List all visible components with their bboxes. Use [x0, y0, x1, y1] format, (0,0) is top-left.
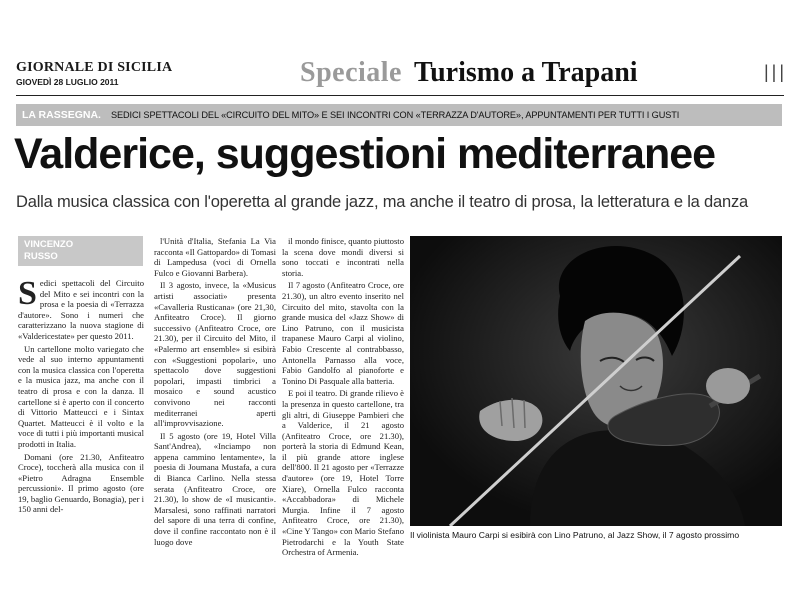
- article-column-2: [154, 236, 276, 549]
- top-rule: [16, 95, 784, 96]
- newspaper-name: GIORNALE DI SICILIA: [16, 60, 173, 75]
- issue-date: GIOVEDÌ 28 LUGLIO 2011: [16, 77, 119, 87]
- photo-caption: Il violinista Mauro Carpi si esibirà con Lino Patruno, al Jazz Show, il 7 agosto prossimo: [410, 530, 740, 540]
- section-label: Speciale: [300, 57, 402, 88]
- section-title: Turismo a Trapani: [414, 57, 638, 88]
- article-paragraph: Un cartellone molto variegato che vede al suo interno appuntamenti con la musica classica con l'operetta e la musica jazz, ma anche con il teatro di prosa e con la danza. Il cartellone si è aperto con il concerto di Vittorio Matteucci e i Sintax Quartet. Matteucci è il volto e la voce di tutti i più importanti musical prodotti in Italia.: [18, 343, 144, 449]
- article-paragraph: l'Unità d'Italia, Stefania La Via racconta «Il Gattopardo» di Tomasi di Lampedusa (voci di Ornella Fulco e Giovanni Barbera).: [154, 236, 276, 278]
- author-first-name: VINCENZO: [24, 239, 74, 250]
- masthead: [16, 60, 172, 87]
- article-paragraph: Sedici spettacoli del Circuito del Mito e sei incontri con la prosa e la poesia di «Terrazza d'autore». Sono i numeri che caratterizzano la nuova stagione di «Valdericestate» per questo 2011.: [18, 275, 144, 341]
- article-subheadline: Dalla musica classica con l'operetta al grande jazz, ma anche il teatro di prosa, la letteratura e la danza: [16, 193, 748, 211]
- article-paragraph: Il 5 agosto (ore 19, Hotel Villa Sant'Andrea), «Inciampo non appena cammino lentamente», la poesia di Joumana Mustafa, a cura di Bianca Carlino. Nella stessa serata (Anfiteatro Croce, ore 21.30), lo show de «I musicanti». Marsalesi, sono raffinati narratori del sapore di una terra di confine, dove il confine raccontato non è il luogo dove: [154, 430, 276, 547]
- article-paragraph: Il 7 agosto (Anfiteatro Croce, ore 21.30), un altro evento inserito nel Circuito del mito, stavolta con la grande musica del «Jazz Show» di Lino Patruno, con il musicista trapanese Mauro Carpi al violino, Fabio Crescente al contrabbasso, Antonella Parnasso alla voce, Fabio Gandolfo al pianoforte e Tonino Di Pasquale alla batteria.: [282, 280, 404, 386]
- kicker-band: [16, 104, 782, 126]
- article-paragraph: Domani (ore 21.30, Anfiteatro Croce), toccherà alla musica con il «Pietro Adragna Ensemble percussioni». Il primo agosto (ore 19, baglio Genuardo, Bonagia), per i 150 anni del-: [18, 451, 145, 515]
- article-paragraph: E poi il teatro. Di grande rilievo è la presenza in questo cartellone, tra gli altri, di Giuseppe Pambieri che a Valderice, il 21 agosto (Anfiteatro Croce, ore 21.30), porterà la storia di Edmund Kean, il più grande attore inglese dell'800. Il 21 agosto per «Terrazze d'autore» (ore 19, Hotel Torre Xiare), Ornella Fulco racconta «Accabbadora» di Michele Murgia. Infine il 7 agosto Anfiteatro Croce, ore 21.30), «Cine Y Tango» con Mario Stefano Pietrodarchi e la Youth State Orchestra of Armenia.: [282, 388, 404, 558]
- article-paragraph: il mondo finisce, quanto piuttosto la scena dove mondi diversi si sono toccati e incontrati nella storia.: [282, 236, 404, 278]
- author-byline: [18, 236, 143, 266]
- article-paragraph: Il 3 agosto, invece, la «Musicus artisti associati» presenta «Cavalleria Rusticana» (ore 21,30, Anfiteatro Croce). Il giorno successivo (Anfiteatro Croce, ore 21.30), per il Circuito del Mito, il «Palermo art ensemble» si esibirà con «Suggestioni popolari», uno spettacolo dove suggestioni popolari, impasti timbrici a mosaico e sound acustico convivono nei racconti mediterranei aperti all'improvvisazione.: [154, 280, 276, 429]
- drop-cap: S: [18, 275, 37, 312]
- violinist-photo: [410, 236, 782, 526]
- article-column-3: [282, 236, 404, 560]
- section-header: [300, 56, 720, 90]
- violinist-illustration: [410, 236, 782, 526]
- author-last-name: RUSSO: [24, 251, 58, 262]
- kicker-tag: LA RASSEGNA.: [22, 109, 101, 121]
- kicker-text: SEDICI SPETTACOLI DEL «CIRCUITO DEL MITO» E SEI INCONTRI CON «TERRAZZA D'AUTORE», APPUNTAMENTI PER TUTTI I GUSTI: [110, 110, 680, 120]
- article-headline: Valderice, suggestioni mediterranee: [14, 130, 716, 178]
- section-bars: |||: [764, 62, 788, 82]
- article-column-1: [18, 275, 145, 517]
